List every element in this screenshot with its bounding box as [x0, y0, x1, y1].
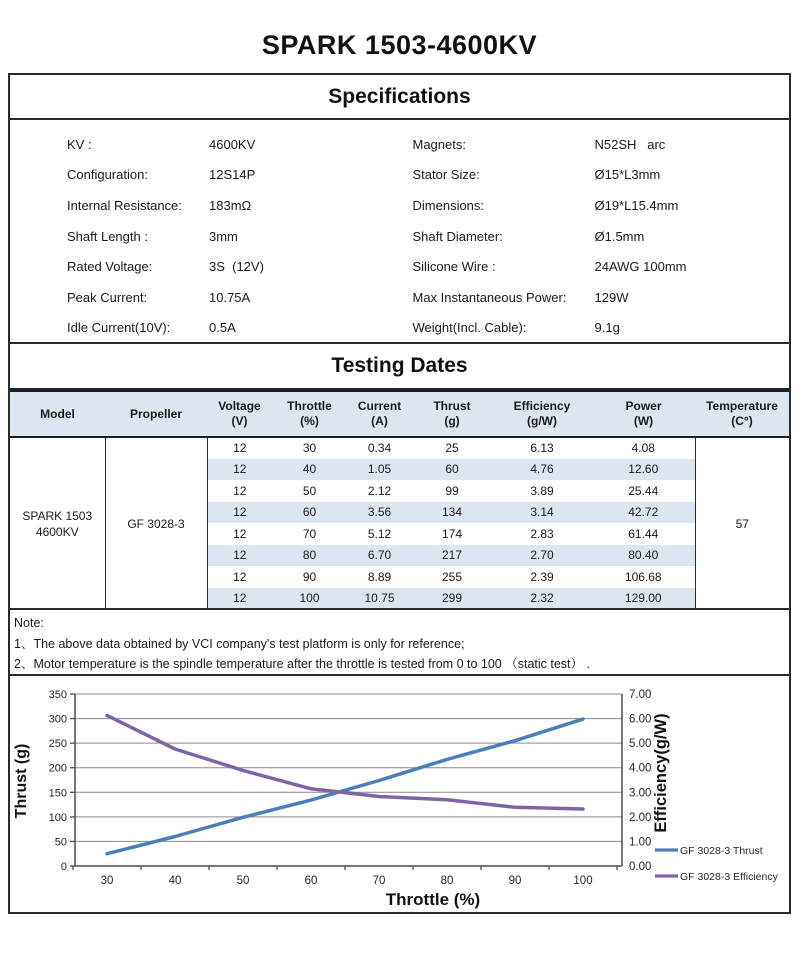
spec-row-kv: [67, 129, 400, 160]
data-cell: 30: [302, 441, 317, 456]
data-cell: 42.72: [592, 502, 695, 524]
spec-label: Silicone Wire :: [412, 259, 496, 275]
data-cell: 255: [441, 569, 463, 584]
data-cell: 5.12: [367, 526, 392, 541]
y-axis-tick-label: 250: [48, 738, 67, 751]
table-row: [10, 437, 789, 459]
y-axis-tick-label: 0: [60, 861, 67, 873]
y2-axis-tick-label: 2.00: [629, 811, 652, 824]
column-header-thrust: Thrust (g): [412, 391, 492, 437]
data-cell: 12: [233, 483, 247, 498]
specifications-title: Specifications: [10, 75, 789, 120]
y2-axis-tick-label: 7.00: [629, 689, 652, 701]
y2-axis-tick-label: 6.00: [629, 713, 652, 726]
chart-section: [8, 674, 791, 914]
column-header-current: Current (A): [347, 391, 412, 437]
spec-row-shaft-diameter: [413, 221, 790, 252]
model-line: SPARK 1503: [22, 508, 93, 523]
column-header-propeller: Propeller: [105, 391, 207, 437]
data-cell: 25.44: [628, 483, 659, 498]
data-cell: 3.89: [530, 483, 554, 498]
table-header-row: [10, 391, 789, 437]
spec-label: Shaft Diameter:: [412, 228, 503, 244]
x-axis-tick-label: 60: [304, 875, 318, 887]
data-cell: 217: [412, 545, 492, 567]
data-cell: 12: [207, 502, 272, 524]
spec-value: 3S (12V): [209, 259, 264, 275]
spec-row-internal-resistance: [67, 190, 400, 221]
series-line-efficiency: [107, 715, 583, 809]
page-title: SPARK 1503-4600KV: [261, 30, 538, 60]
column-header-voltage: Voltage (V): [207, 391, 272, 437]
spec-row-configuration: [67, 160, 400, 191]
data-cell: 25: [445, 441, 459, 456]
testing-dates-title: Testing Dates: [10, 344, 789, 390]
spec-row-dimensions: [413, 190, 790, 221]
data-cell: 2.83: [530, 526, 554, 541]
spec-value: 12S14P: [209, 167, 256, 183]
spec-value: 24AWG 100mm: [594, 259, 687, 275]
legend-label: GF 3028-3 Thrust: [680, 845, 763, 857]
data-cell: 99: [445, 483, 459, 498]
data-cell: 1.05: [347, 459, 412, 481]
data-cell: 2.39: [530, 569, 554, 584]
spec-value: 0.5A: [209, 320, 236, 336]
spec-row-peak-current: [67, 282, 400, 313]
temperature-cell: 57: [695, 437, 789, 609]
legend-label: GF 3028-3 Efficiency: [680, 871, 778, 883]
spec-column-left: [10, 129, 400, 343]
data-cell: 3.56: [347, 502, 412, 524]
spec-label: Weight(Incl. Cable):: [412, 320, 527, 336]
x-axis-tick-label: 30: [100, 875, 114, 887]
y2-axis-title: Efficiency(g/W): [652, 713, 670, 833]
data-cell: 2.32: [492, 588, 592, 610]
series-line-thrust: [107, 719, 583, 854]
data-cell: 4.08: [631, 441, 655, 456]
spec-row-weight: [413, 313, 790, 344]
data-cell: 8.89: [367, 569, 392, 584]
column-header-power: Power (W): [592, 391, 695, 437]
specifications-grid: [10, 120, 789, 343]
data-cell: 40: [272, 459, 347, 481]
y2-axis-tick-label: 4.00: [629, 762, 652, 775]
data-cell: 60: [272, 502, 347, 524]
spec-label: KV :: [67, 136, 92, 152]
spec-label: Dimensions:: [412, 197, 485, 213]
spec-row-magnets: [413, 129, 790, 160]
data-cell: 134: [412, 502, 492, 524]
data-cell: 2.70: [492, 545, 592, 567]
content-boxes: [8, 73, 791, 914]
data-cell: 0.34: [367, 441, 392, 456]
data-cell: 12: [207, 459, 272, 481]
y-axis-tick-label: 100: [48, 811, 67, 824]
spec-row-silicone-wire: [413, 251, 790, 282]
data-cell: 12: [207, 588, 272, 610]
y-axis-title: Thrust (g): [13, 743, 30, 819]
specifications-section: [8, 73, 791, 344]
spec-row-rated-voltage: [67, 251, 400, 282]
spec-row-max-instantaneous-power: [413, 282, 790, 313]
note-line-1: 1、The above data obtained by VCI company's test platform is only for reference;: [14, 636, 465, 651]
y-axis-tick-label: 150: [48, 787, 67, 800]
spec-value: Ø19*L15.4mm: [594, 197, 679, 213]
spec-value: 183mΩ: [209, 197, 252, 213]
data-cell: 50: [302, 483, 317, 498]
x-axis-tick-label: 90: [508, 875, 522, 887]
spec-label: Max Instantaneous Power:: [412, 289, 567, 305]
data-cell: 12: [233, 441, 247, 456]
y-axis-tick-label: 50: [54, 836, 67, 849]
spec-label: Stator Size:: [412, 167, 480, 183]
data-cell: 70: [302, 526, 317, 541]
data-cell: 299: [412, 588, 492, 610]
note-section: [8, 608, 791, 676]
x-axis-tick-label: 100: [573, 875, 593, 887]
data-cell: 12.60: [592, 459, 695, 481]
spec-row-stator-size: [413, 160, 790, 191]
column-header-temperature: Temperature (C°): [695, 391, 789, 437]
testing-table-body: [10, 437, 789, 609]
data-cell: 12: [233, 569, 247, 584]
data-cell: 174: [441, 526, 463, 541]
spec-label: Magnets:: [412, 136, 466, 152]
data-cell: 2.12: [367, 483, 392, 498]
data-cell: 6.70: [347, 545, 412, 567]
data-cell: 3.14: [492, 502, 592, 524]
x-axis-title: Throttle (%): [385, 890, 481, 909]
data-cell: 80: [272, 545, 347, 567]
model-line: 4600KV: [35, 524, 79, 539]
spec-label: Shaft Length :: [67, 228, 148, 244]
data-cell: 61.44: [628, 526, 659, 541]
spec-column-right: [400, 129, 790, 343]
spec-value: Ø15*L3mm: [594, 167, 661, 183]
y2-axis-tick-label: 5.00: [629, 738, 652, 751]
data-cell: 60: [412, 459, 492, 481]
column-header-efficiency: Efficiency (g/W): [492, 391, 592, 437]
testing-dates-section: [8, 342, 791, 610]
x-axis-tick-label: 40: [168, 875, 182, 887]
spec-value: Ø1.5mm: [594, 228, 645, 244]
note-line-2: 2、Motor temperature is the spindle temperature after the throttle is tested from 0 to 100 （static test） .: [14, 657, 590, 671]
y2-axis-tick-label: 1.00: [629, 836, 652, 849]
spec-value: N52SH arc: [594, 136, 666, 152]
data-cell: 129.00: [592, 588, 695, 610]
data-cell: 90: [302, 569, 317, 584]
data-cell: 10.75: [347, 588, 412, 610]
data-cell: 4.76: [492, 459, 592, 481]
data-cell: 106.68: [624, 569, 662, 584]
data-cell: 80.40: [592, 545, 695, 567]
propeller-cell: GF 3028-3: [105, 437, 207, 609]
spec-label: Internal Resistance:: [67, 197, 182, 213]
y-axis-tick-label: 300: [48, 713, 67, 726]
spec-label: Configuration:: [67, 167, 148, 183]
spec-row-shaft-length: [67, 221, 400, 252]
y-axis-tick-label: 350: [48, 689, 67, 701]
spec-label: Idle Current(10V):: [67, 320, 171, 336]
spec-value: 129W: [594, 289, 629, 305]
spec-label: Peak Current:: [67, 289, 148, 305]
y2-axis-tick-label: 0.00: [629, 861, 652, 873]
spec-value: 10.75A: [209, 289, 251, 305]
model-cell: [10, 437, 105, 609]
y2-axis-tick-label: 3.00: [629, 787, 652, 800]
column-header-throttle: Throttle (%): [272, 391, 347, 437]
data-cell: 12: [233, 526, 247, 541]
data-cell: 12: [207, 545, 272, 567]
column-header-model: Model: [10, 391, 105, 437]
spec-row-idle-current: [67, 313, 400, 344]
y-axis-tick-label: 200: [48, 762, 67, 775]
thrust-efficiency-chart: [10, 676, 789, 912]
spec-value: 3mm: [209, 228, 238, 244]
x-axis-tick-label: 50: [236, 875, 250, 887]
spec-value: 9.1g: [594, 320, 620, 336]
x-axis-tick-label: 80: [440, 875, 454, 887]
testing-table: [10, 390, 789, 609]
note-title: Note:: [14, 616, 44, 630]
data-cell: 6.13: [530, 441, 554, 456]
x-axis-tick-label: 70: [372, 875, 386, 887]
data-cell: 100: [272, 588, 347, 610]
spec-value: 4600KV: [209, 136, 256, 152]
spec-label: Rated Voltage:: [67, 259, 153, 275]
